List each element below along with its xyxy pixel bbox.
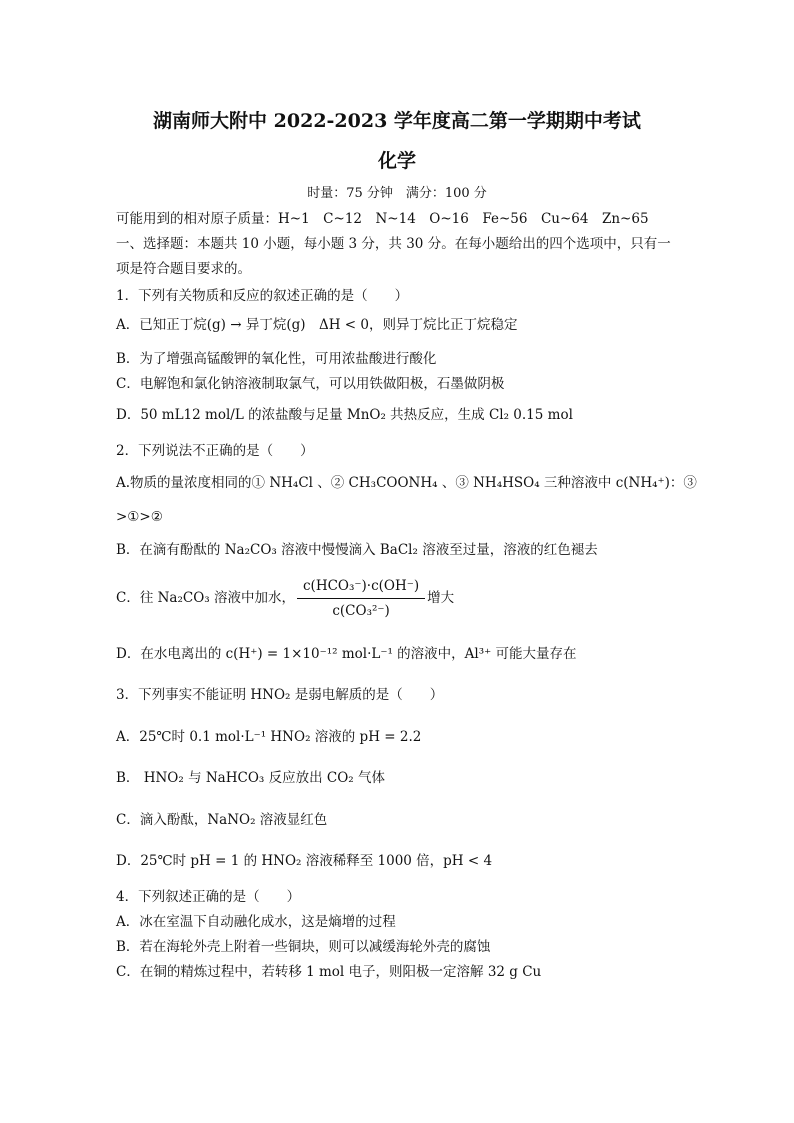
q2-option-c-fraction	[297, 576, 425, 621]
q2-option-c-prefix: C．往 Na₂CO₃ 溶液中加水，	[116, 590, 295, 606]
q1-option-c: C．电解饱和氯化钠溶液制取氯气，可以用铁做阳极，石墨做阴极	[116, 376, 505, 392]
q3-stem: 3．下列事实不能证明 HNO₂ 是弱电解质的是（ ）	[116, 687, 444, 703]
q2-stem: 2．下列说法不正确的是（ ）	[116, 443, 314, 459]
subject-title: 化学	[377, 150, 416, 172]
q4-stem: 4．下列叙述正确的是（ ）	[116, 889, 301, 905]
q1-stem: 1．下列有关物质和反应的叙述正确的是（ ）	[116, 288, 409, 304]
q3-option-d: D．25℃时 pH = 1 的 HNO₂ 溶液稀释至 1000 倍，pH < 4	[116, 853, 493, 869]
fraction-denominator: c(CO₃²⁻)	[332, 603, 390, 619]
q2-option-a: A.物质的量浓度相同的① NH₄Cl 、② CH₃COONH₄ 、③ NH₄HSO₄ 三种溶液中 c(NH₄⁺)：③	[116, 475, 697, 491]
q4-option-c: C．在铜的精炼过程中，若转移 1 mol 电子，则阳极一定溶解 32 g Cu	[116, 964, 542, 980]
section-instruction-line2: 项是符合题目要求的。	[116, 261, 251, 277]
q2-option-a-cont: >①>②	[116, 509, 163, 525]
q2-option-b: B．在滴有酚酞的 Na₂CO₃ 溶液中慢慢滴入 BaCl₂ 溶液至过量，溶液的红色褪去	[116, 542, 598, 558]
q3-option-b: B． HNO₂ 与 NaHCO₃ 反应放出 CO₂ 气体	[116, 770, 385, 786]
fraction-numerator: c(HCO₃⁻)·c(OH⁻)	[297, 576, 425, 599]
exam-info: 时量：75 分钟 满分：100 分	[307, 186, 487, 201]
exam-title: 湖南师大附中 2022-2023 学年度高二第一学期期中考试	[153, 110, 641, 132]
q2-option-c-suffix: 增大	[427, 590, 455, 606]
q1-option-a: A．已知正丁烷(g) → 异丁烷(g) ΔH < 0，则异丁烷比正丁烷稳定	[116, 317, 518, 333]
q1-option-d: D．50 mL12 mol/L 的浓盐酸与足量 MnO₂ 共热反应，生成 Cl₂ 0.15 mol	[116, 407, 573, 423]
q4-option-b: B．若在海轮外壳上附着一些铜块，则可以减缓海轮外壳的腐蚀	[116, 939, 491, 955]
q2-option-c	[116, 576, 454, 621]
q1-option-b: B．为了增强高锰酸钾的氧化性，可用浓盐酸进行酸化	[116, 351, 437, 367]
section-instruction-line1: 一、选择题：本题共 10 小题，每小题 3 分，共 30 分。在每小题给出的四个选项中，只有一	[116, 236, 671, 252]
q3-option-a: A．25℃时 0.1 mol·L⁻¹ HNO₂ 溶液的 pH = 2.2	[116, 729, 422, 745]
q4-option-a: A．冰在室温下自动融化成水，这是熵增的过程	[116, 914, 396, 930]
atomic-mass-line: 可能用到的相对原子质量：H~1 C~12 N~14 O~16 Fe~56 Cu~64 Zn~65	[116, 211, 649, 227]
q3-option-c: C．滴入酚酞，NaNO₂ 溶液显红色	[116, 812, 328, 828]
q2-option-d: D．在水电离出的 c(H⁺) = 1×10⁻¹² mol·L⁻¹ 的溶液中，Al³⁺ 可能大量存在	[116, 646, 577, 662]
